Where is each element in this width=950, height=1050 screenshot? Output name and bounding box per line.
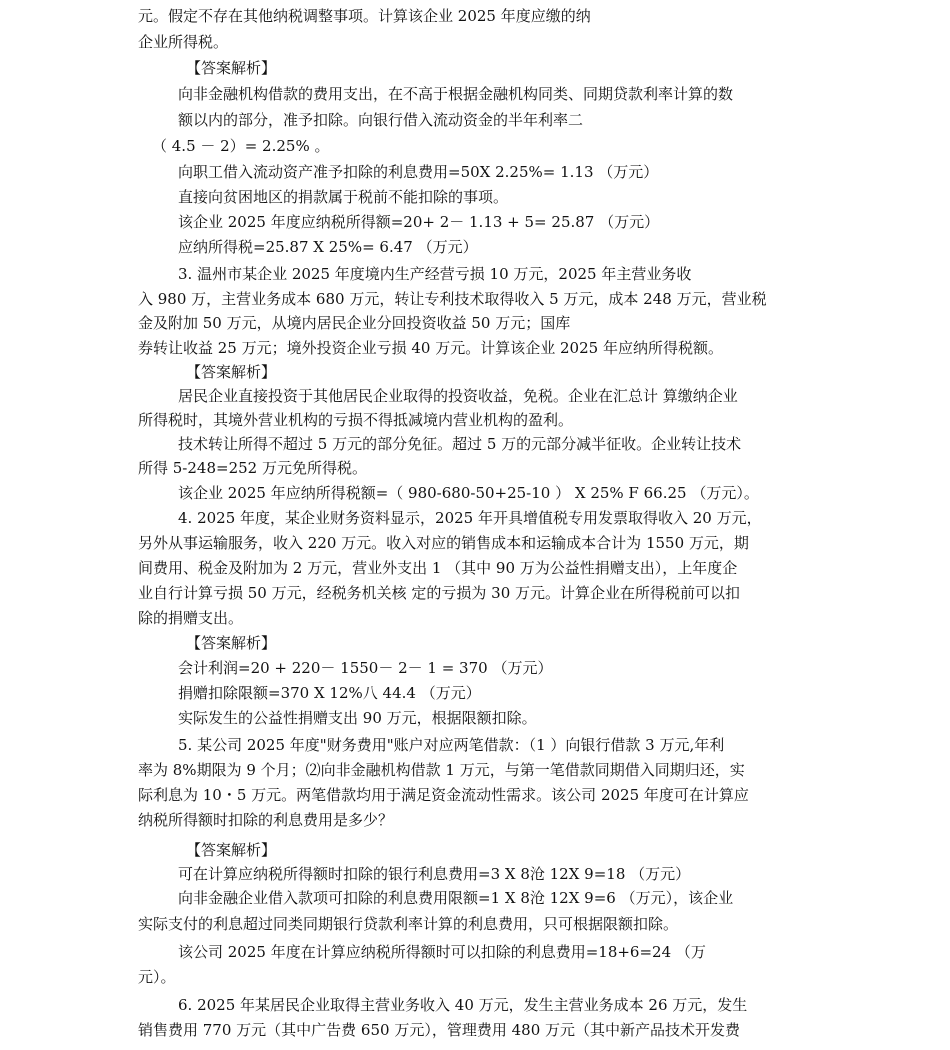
text-line: 金及附加 50 万元，从境内居民企业分回投资收益 50 万元；国库	[138, 314, 571, 332]
text-line: 直接向贫困地区的捐款属于税前不能扣除的事项。	[178, 188, 509, 206]
text-line: 率为 8%期限为 9 个月；⑵向非金融机构借款 1 万元，与第一笔借款同期借入同期归还，实	[138, 761, 745, 779]
text-line: 入 980 万，主营业务成本 680 万元，转让专利技术取得收入 5 万元，成本 248 万元，营业税	[138, 290, 767, 308]
text-line: 业自行计算亏损 50 万元，经税务机关核 定的亏损为 30 万元。计算企业在所得税前可以扣	[138, 584, 741, 602]
text-line: 券转让收益 25 万元；境外投资企业亏损 40 万元。计算该企业 2025 年应纳所得税额。	[138, 339, 723, 357]
text-line: 所得税时，其境外营业机构的亏损不得抵减境内营业机构的盈利。	[138, 411, 574, 429]
question-line: 6. 2025 年某居民企业取得主营业务收入 40 万元，发生主营业务成本 26 万元，发生	[178, 996, 748, 1014]
question-line: 3. 温州市某企业 2025 年度境内生产经营亏损 10 万元，2025 年主营业务收	[178, 265, 692, 283]
text-line: 另外从事运输服务，收入 220 万元。收入对应的销售成本和运输成本合计为 1550 万元，期	[138, 534, 749, 552]
question-line: 4. 2025 年度，某企业财务资料显示，2025 年开具增值税专用发票取得收入 20 万元，	[178, 509, 762, 527]
text-line: 该公司 2025 年度在计算应纳税所得额时可以扣除的利息费用=18+6=24 （万	[178, 943, 706, 961]
text-line: 际利息为 10・5 万元。两笔借款均用于满足资金流动性需求。该公司 2025 年度可在计算应	[138, 786, 749, 804]
text-line: 纳税所得额时扣除的利息费用是多少？	[138, 811, 394, 829]
text-line: 额以内的部分，准予扣除。向银行借入流动资金的半年利率二	[178, 111, 584, 129]
text-line: 元。假定不存在其他纳税调整事项。计算该企业 2025 年度应缴的纳	[138, 7, 591, 25]
text-line: 间费用、税金及附加为 2 万元，营业外支出 1 （其中 90 万为公益性捐赠支出），上年度企	[138, 559, 738, 577]
section-heading: 【答案解析】	[186, 59, 277, 77]
section-heading: 【答案解析】	[186, 841, 277, 859]
text-line: 实际发生的公益性捐赠支出 90 万元，根据限额扣除。	[178, 709, 537, 727]
text-line: 捐赠扣除限额=370 X 12%八 44.4 （万元）	[178, 684, 481, 702]
text-line: 会计利润=20 + 220－ 1550－ 2－ 1 = 370 （万元）	[178, 659, 553, 677]
text-line: 实际支付的利息超过同类同期银行贷款利率计算的利息费用，只可根据限额扣除。	[138, 915, 679, 933]
question-line: 5. 某公司 2025 年度"财务费用"账户对应两笔借款：（1 ）向银行借款 3 万元,年利	[178, 736, 725, 754]
text-line: 元）。	[138, 968, 176, 986]
text-line: 销售费用 770 万元（其中广告费 650 万元），管理费用 480 万元（其中新产品技术开发费	[138, 1021, 741, 1039]
section-heading: 【答案解析】	[186, 363, 277, 381]
text-line: 企业所得税。	[138, 33, 229, 51]
section-heading: 【答案解析】	[186, 634, 277, 652]
text-line: （ 4.5 － 2）= 2.25% 。	[152, 137, 330, 155]
text-line: 该企业 2025 年度应纳税所得额=20+ 2－ 1.13 + 5= 25.87 （万元）	[178, 213, 660, 231]
text-line: 可在计算应纳税所得额时扣除的银行利息费用=3 X 8沧 12X 9=18 （万元）	[178, 865, 691, 883]
text-line: 向职工借入流动资产准予扣除的利息费用=50X 2.25%= 1.13 （万元）	[178, 163, 659, 181]
text-line: 所得 5-248=252 万元免所得税。	[138, 459, 367, 477]
text-line: 除的捐赠支出。	[138, 609, 244, 627]
text-line: 向非金融机构借款的费用支出，在不高于根据金融机构同类、同期贷款利率计算的数	[178, 85, 734, 103]
text-line: 居民企业直接投资于其他居民企业取得的投资收益，免税。企业在汇总计 算缴纳企业	[178, 387, 738, 405]
text-line: 应纳所得税=25.87 X 25%= 6.47 （万元）	[178, 238, 478, 256]
text-line: 向非金融企业借入款项可扣除的利息费用限额=1 X 8沧 12X 9=6 （万元），该企业	[178, 889, 734, 907]
text-line: 技术转让所得不超过 5 万元的部分免征。超过 5 万的元部分减半征收。企业转让技术	[178, 435, 742, 453]
text-line: 该企业 2025 年应纳所得税额=（ 980-680-50+25-10 ） X 25% F 66.25 （万元）。	[178, 484, 759, 502]
